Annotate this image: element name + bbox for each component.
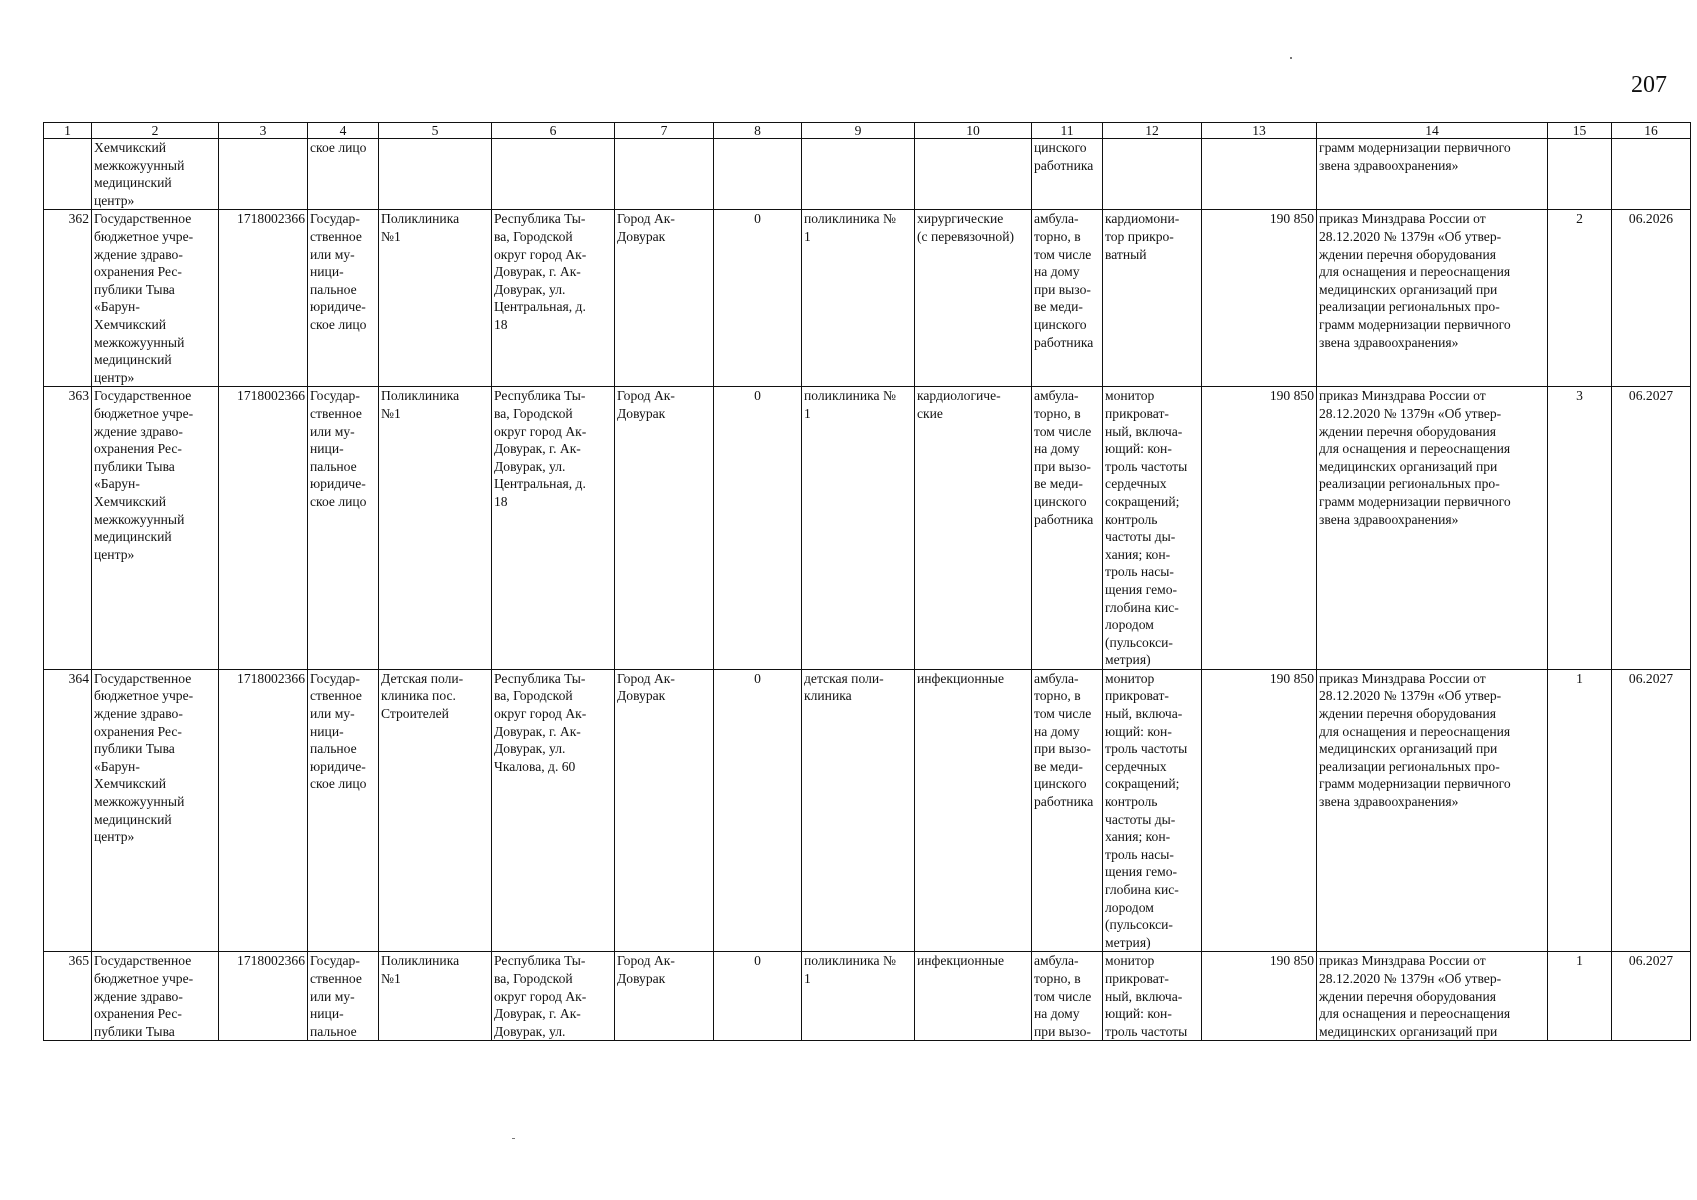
order-basis-cell: приказ Минздрава России от 28.12.2020 № 1379н «Об утвер- ждении перечня оборудования для оснащения и переоснащения медицинских организаций при реализации региональных про- грамм модернизации первичного звена здравоохранения» xyxy=(1317,210,1548,387)
price-cell: 190 850 xyxy=(1202,387,1317,670)
address-cell: Республика Ты- ва, Городской округ город Ак- Довурак, г. Ак- Довурак, ул. Центральная, д. 18 xyxy=(492,387,615,670)
settlement-cell: Город Ак- Довурак xyxy=(615,210,714,387)
zero-value-cell: 0 xyxy=(714,952,802,1041)
inn-cell: 1718002366 xyxy=(219,669,308,952)
row-number-cell: 362 xyxy=(44,210,92,387)
zero-value-cell xyxy=(714,139,802,210)
zero-value-cell: 0 xyxy=(714,210,802,387)
unit-cell: поликлиника № 1 xyxy=(802,387,915,670)
row-number-cell: 365 xyxy=(44,952,92,1041)
legal-form-cell: Государ- ственное или му- ници- пальное юридиче- ское лицо xyxy=(308,387,379,670)
quantity-cell: 3 xyxy=(1548,387,1612,670)
table-row xyxy=(44,387,1691,670)
unit-cell xyxy=(802,139,915,210)
equipment-cell: монитор прикроват- ный, включа- ющий: кон- троль частоты xyxy=(1103,952,1202,1041)
inn-cell: 1718002366 xyxy=(219,387,308,670)
subdivision-cell: Детская поли- клиника пос. Строителей xyxy=(379,669,492,952)
price-cell: 190 850 xyxy=(1202,669,1317,952)
page-number: 207 xyxy=(1631,72,1667,98)
table-row xyxy=(44,139,1691,210)
column-number-cell: 13 xyxy=(1202,123,1317,139)
care-condition-cell: амбула- торно, в том числе на дому при вызо- ве меди- цинского работника xyxy=(1032,210,1103,387)
unit-cell: поликлиника № 1 xyxy=(802,210,915,387)
row-number-cell: 363 xyxy=(44,387,92,670)
profile-cell: инфекционные xyxy=(915,669,1032,952)
date-cell: 06.2027 xyxy=(1612,387,1691,670)
organization-cell: Государственное бюджетное учре- ждение здраво- охранения Рес- публики Тыва «Барун- Хемчикский межкожуунный медицинский центр» xyxy=(92,387,219,670)
scan-speck xyxy=(1290,57,1292,59)
legal-form-cell: Государ- ственное или му- ници- пальное юридиче- ское лицо xyxy=(308,210,379,387)
price-cell: 190 850 xyxy=(1202,952,1317,1041)
equipment-cell: монитор прикроват- ный, включа- ющий: кон- троль частоты сердечных сокращений; контроль частоты ды- хания; кон- троль насы- щения гемо- глобина кис- лородом (пульсокси- метрия) xyxy=(1103,669,1202,952)
price-cell xyxy=(1202,139,1317,210)
legal-form-cell: ское лицо xyxy=(308,139,379,210)
unit-cell: детская поли- клиника xyxy=(802,669,915,952)
settlement-cell: Город Ак- Довурак xyxy=(615,387,714,670)
quantity-cell: 1 xyxy=(1548,952,1612,1041)
order-basis-cell: приказ Минздрава России от 28.12.2020 № 1379н «Об утвер- ждении перечня оборудования для оснащения и переоснащения медицинских организаций при реализации региональных про- грамм модернизации первичного звена здравоохранения» xyxy=(1317,669,1548,952)
column-number-row xyxy=(44,123,1691,139)
date-cell: 06.2027 xyxy=(1612,669,1691,952)
column-number-cell: 16 xyxy=(1612,123,1691,139)
care-condition-cell: амбула- торно, в том числе на дому при вызо- ве меди- цинского работника xyxy=(1032,669,1103,952)
care-condition-cell: амбула- торно, в том числе на дому при вызо- xyxy=(1032,952,1103,1041)
subdivision-cell xyxy=(379,139,492,210)
profile-cell xyxy=(915,139,1032,210)
profile-cell: инфекционные xyxy=(915,952,1032,1041)
equipment-table xyxy=(43,122,1691,1041)
profile-cell: кардиологиче- ские xyxy=(915,387,1032,670)
order-basis-cell: приказ Минздрава России от 28.12.2020 № 1379н «Об утвер- ждении перечня оборудования для оснащения и переоснащения медицинских организаций при реализации региональных про- грамм модернизации первичного звена здравоохранения» xyxy=(1317,387,1548,670)
organization-cell: Государственное бюджетное учре- ждение здраво- охранения Рес- публики Тыва xyxy=(92,952,219,1041)
settlement-cell: Город Ак- Довурак xyxy=(615,669,714,952)
legal-form-cell: Государ- ственное или му- ници- пальное xyxy=(308,952,379,1041)
column-number-cell: 9 xyxy=(802,123,915,139)
inn-cell: 1718002366 xyxy=(219,210,308,387)
date-cell: 06.2026 xyxy=(1612,210,1691,387)
table-row xyxy=(44,952,1691,1041)
order-basis-cell: приказ Минздрава России от 28.12.2020 № 1379н «Об утвер- ждении перечня оборудования для оснащения и переоснащения медицинских организаций при xyxy=(1317,952,1548,1041)
zero-value-cell: 0 xyxy=(714,387,802,670)
column-number-cell: 12 xyxy=(1103,123,1202,139)
quantity-cell xyxy=(1548,139,1612,210)
organization-cell: Государственное бюджетное учре- ждение здраво- охранения Рес- публики Тыва «Барун- Хемчикский межкожуунный медицинский центр» xyxy=(92,210,219,387)
row-number-cell xyxy=(44,139,92,210)
subdivision-cell: Поликлиника №1 xyxy=(379,387,492,670)
equipment-cell: монитор прикроват- ный, включа- ющий: кон- троль частоты сердечных сокращений; контроль частоты ды- хания; кон- троль насы- щения гемо- глобина кис- лородом (пульсокси- метрия) xyxy=(1103,387,1202,670)
price-cell: 190 850 xyxy=(1202,210,1317,387)
table-row xyxy=(44,669,1691,952)
table-row xyxy=(44,210,1691,387)
column-number-cell: 4 xyxy=(308,123,379,139)
column-number-cell: 6 xyxy=(492,123,615,139)
organization-cell: Государственное бюджетное учре- ждение здраво- охранения Рес- публики Тыва «Барун- Хемчикский межкожуунный медицинский центр» xyxy=(92,669,219,952)
column-number-cell: 1 xyxy=(44,123,92,139)
zero-value-cell: 0 xyxy=(714,669,802,952)
address-cell: Республика Ты- ва, Городской округ город Ак- Довурак, г. Ак- Довурак, ул. Центральная, д. 18 xyxy=(492,210,615,387)
column-number-cell: 11 xyxy=(1032,123,1103,139)
inn-cell xyxy=(219,139,308,210)
address-cell: Республика Ты- ва, Городской округ город Ак- Довурак, г. Ак- Довурак, ул. xyxy=(492,952,615,1041)
care-condition-cell: амбула- торно, в том числе на дому при вызо- ве меди- цинского работника xyxy=(1032,387,1103,670)
column-number-cell: 14 xyxy=(1317,123,1548,139)
order-basis-cell: грамм модернизации первичного звена здравоохранения» xyxy=(1317,139,1548,210)
column-number-cell: 8 xyxy=(714,123,802,139)
legal-form-cell: Государ- ственное или му- ници- пальное юридиче- ское лицо xyxy=(308,669,379,952)
address-cell xyxy=(492,139,615,210)
quantity-cell: 2 xyxy=(1548,210,1612,387)
care-condition-cell: цинского работника xyxy=(1032,139,1103,210)
scan-speck xyxy=(512,1138,515,1139)
unit-cell: поликлиника № 1 xyxy=(802,952,915,1041)
settlement-cell xyxy=(615,139,714,210)
inn-cell: 1718002366 xyxy=(219,952,308,1041)
column-number-cell: 5 xyxy=(379,123,492,139)
quantity-cell: 1 xyxy=(1548,669,1612,952)
row-number-cell: 364 xyxy=(44,669,92,952)
column-number-cell: 10 xyxy=(915,123,1032,139)
column-number-cell: 3 xyxy=(219,123,308,139)
column-number-cell: 7 xyxy=(615,123,714,139)
equipment-cell: кардиомони- тор прикро- ватный xyxy=(1103,210,1202,387)
date-cell: 06.2027 xyxy=(1612,952,1691,1041)
column-number-cell: 2 xyxy=(92,123,219,139)
address-cell: Республика Ты- ва, Городской округ город Ак- Довурак, г. Ак- Довурак, ул. Чкалова, д. 60 xyxy=(492,669,615,952)
equipment-cell xyxy=(1103,139,1202,210)
column-number-cell: 15 xyxy=(1548,123,1612,139)
organization-cell: Хемчикский межкожуунный медицинский центр» xyxy=(92,139,219,210)
profile-cell: хирургические (с перевязочной) xyxy=(915,210,1032,387)
date-cell xyxy=(1612,139,1691,210)
settlement-cell: Город Ак- Довурак xyxy=(615,952,714,1041)
subdivision-cell: Поликлиника №1 xyxy=(379,952,492,1041)
subdivision-cell: Поликлиника №1 xyxy=(379,210,492,387)
